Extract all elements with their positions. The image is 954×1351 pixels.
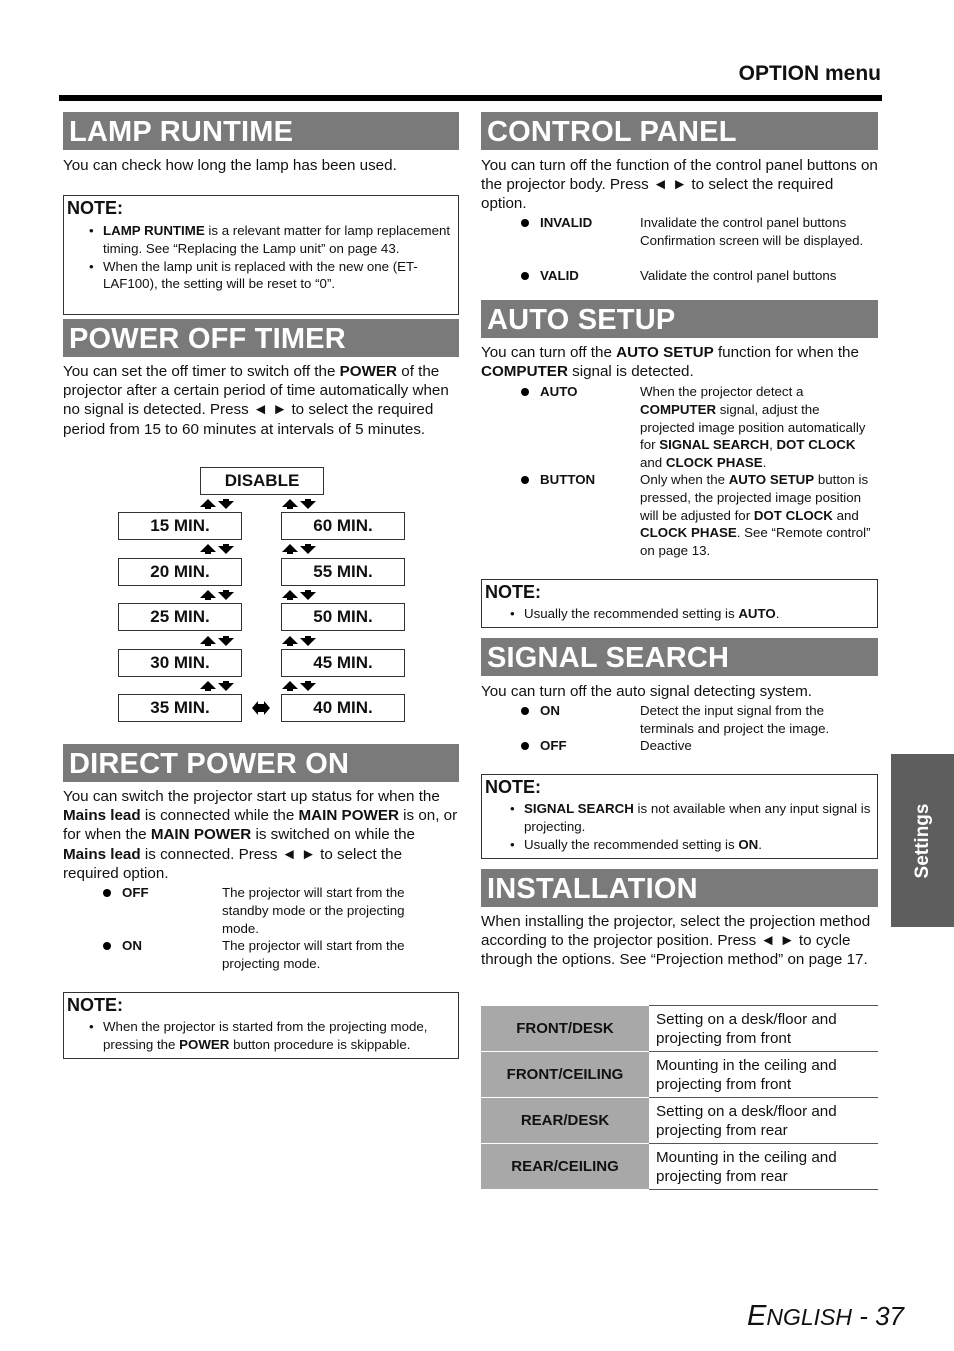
installation-section [481, 869, 878, 970]
timer-disable: DISABLE [200, 467, 324, 495]
direct-power-on-option-on: ON The projector will start from the projecting mode. [63, 937, 459, 977]
installation-heading: INSTALLATION [481, 869, 878, 909]
note-item: • When the projector is started from the projecting mode, pressing the POWER button procedure is skippable. [103, 1018, 454, 1054]
up-down-arrow-icon [200, 681, 234, 691]
bullet-icon [103, 942, 111, 950]
control-panel-heading: CONTROL PANEL [481, 112, 878, 152]
note-item: • SIGNAL SEARCH is not available when any input signal is projecting. [524, 800, 873, 836]
note-item: • Usually the recommended setting is AUTO. [524, 605, 873, 623]
auto-setup-option-auto: AUTO When the projector detect a COMPUTER signal, adjust the projected image position automatically for SIGNAL SEARCH, DOT CLOCK and CLOCK PHASE. [481, 383, 878, 473]
installation-mode-desc: Mounting in the ceiling and projecting from rear [649, 1144, 878, 1190]
control-panel-option-valid: VALID Validate the control panel buttons [481, 267, 878, 287]
timer-option-right: 40 MIN. [281, 694, 405, 722]
installation-mode: FRONT/DESK [481, 1006, 649, 1052]
signal-search-note [481, 774, 878, 859]
installation-mode-desc: Setting on a desk/floor and projecting from rear [649, 1098, 878, 1144]
timer-option-right: 45 MIN. [281, 649, 405, 677]
installation-intro: When installing the projector, select the projection method according to the projector position. Press ◄ ► to cycle through the options. See “Projection method” on page 17. [481, 913, 871, 969]
timer-option-left: 15 MIN. [118, 512, 242, 540]
bullet-icon [521, 272, 529, 280]
up-down-arrow-icon [200, 544, 234, 554]
installation-mode: REAR/CEILING [481, 1144, 649, 1190]
timer-option-right: 50 MIN. [281, 603, 405, 631]
note-item: • Usually the recommended setting is ON. [524, 836, 873, 854]
up-down-arrow-icon [200, 499, 234, 509]
table-row [481, 1144, 878, 1190]
bullet-icon [521, 219, 529, 227]
control-panel-intro: You can turn off the function of the control panel buttons on the projector body. Press ◄ ► to select the required option. [481, 157, 878, 213]
timer-option-right: 55 MIN. [281, 558, 405, 586]
lamp-runtime-intro: You can check how long the lamp has been used. [63, 157, 397, 174]
auto-setup-intro: You can turn off the AUTO SETUP function for when the COMPUTER signal is detected. [481, 344, 859, 381]
up-down-arrow-icon [282, 636, 316, 646]
note-title: NOTE: [485, 777, 541, 797]
control-panel-section [481, 112, 878, 214]
power-off-timer-text: You can set the off timer to switch off the POWER of the projector after a certain period of time automatically when no signal is detected. Press ◄ ► to select the required period from 15 to 60 minutes at intervals of 5 minutes. [63, 363, 449, 438]
installation-table [481, 1005, 878, 1190]
bullet-icon [521, 707, 529, 715]
direct-power-on-text: You can switch the projector start up status for when the Mains lead is connected while the MAIN POWER is on, or for when the MAIN POWER is switched on while the Mains lead is connected. Press ◄ ► to select the required option. [63, 788, 458, 882]
left-right-arrow-icon [252, 701, 270, 715]
lamp-runtime-heading: LAMP RUNTIME [63, 112, 459, 152]
settings-side-tab: Settings [891, 754, 954, 927]
auto-setup-note [481, 579, 878, 628]
installation-mode: FRONT/CEILING [481, 1052, 649, 1098]
note-title: NOTE: [67, 995, 123, 1015]
signal-search-option-off: OFF Deactive [481, 737, 878, 757]
signal-search-option-on: ON Detect the input signal from the terminals and project the image. [481, 702, 878, 738]
signal-search-intro: You can turn off the auto signal detecting system. [481, 683, 812, 700]
power-off-timer-heading: POWER OFF TIMER [63, 319, 459, 359]
installation-mode: REAR/DESK [481, 1098, 649, 1144]
bullet-icon [521, 476, 529, 484]
table-row [481, 1098, 878, 1144]
bullet-icon [521, 742, 529, 750]
page-footer: ENGLISH - 37 [746, 1300, 904, 1332]
timer-option-left: 35 MIN. [118, 694, 242, 722]
up-down-arrow-icon [282, 681, 316, 691]
signal-search-heading: SIGNAL SEARCH [481, 638, 878, 678]
timer-option-left: 20 MIN. [118, 558, 242, 586]
timer-option-right: 60 MIN. [281, 512, 405, 540]
note-item: • When the lamp unit is replaced with the new one (ET-LAF100), the setting will be reset to “0”. [103, 258, 454, 294]
direct-power-on-option-off: OFF The projector will start from the standby mode or the projecting mode. [63, 884, 459, 940]
up-down-arrow-icon [200, 636, 234, 646]
signal-search-section [481, 638, 878, 701]
note-item: • LAMP RUNTIME is a relevant matter for lamp replacement timing. See “Replacing the Lamp unit” on page 43. [103, 222, 454, 258]
table-row [481, 1052, 878, 1098]
note-title: NOTE: [485, 582, 541, 602]
note-title: NOTE: [67, 198, 123, 218]
timer-option-left: 25 MIN. [118, 603, 242, 631]
installation-mode-desc: Mounting in the ceiling and projecting from front [649, 1052, 878, 1098]
up-down-arrow-icon [200, 590, 234, 600]
direct-power-on-section [63, 744, 459, 883]
auto-setup-section [481, 300, 878, 381]
up-down-arrow-icon [282, 544, 316, 554]
up-down-arrow-icon [282, 590, 316, 600]
installation-mode-desc: Setting on a desk/floor and projecting from front [649, 1006, 878, 1052]
auto-setup-option-button: BUTTON Only when the AUTO SETUP button is pressed, the projected image position will be adjusted for DOT CLOCK and CLOCK PHASE. See “Remote control” on page 13. [481, 471, 878, 561]
table-row [481, 1006, 878, 1052]
control-panel-option-invalid: INVALID Invalidate the control panel buttons Confirmation screen will be displayed. [481, 214, 878, 268]
bullet-icon [103, 889, 111, 897]
timer-option-left: 30 MIN. [118, 649, 242, 677]
auto-setup-heading: AUTO SETUP [481, 300, 878, 340]
direct-power-on-heading: DIRECT POWER ON [63, 744, 459, 784]
section-header-title: OPTION menu [738, 62, 881, 85]
up-down-arrow-icon [282, 499, 316, 509]
direct-power-on-note [63, 992, 459, 1059]
bullet-icon [521, 388, 529, 396]
